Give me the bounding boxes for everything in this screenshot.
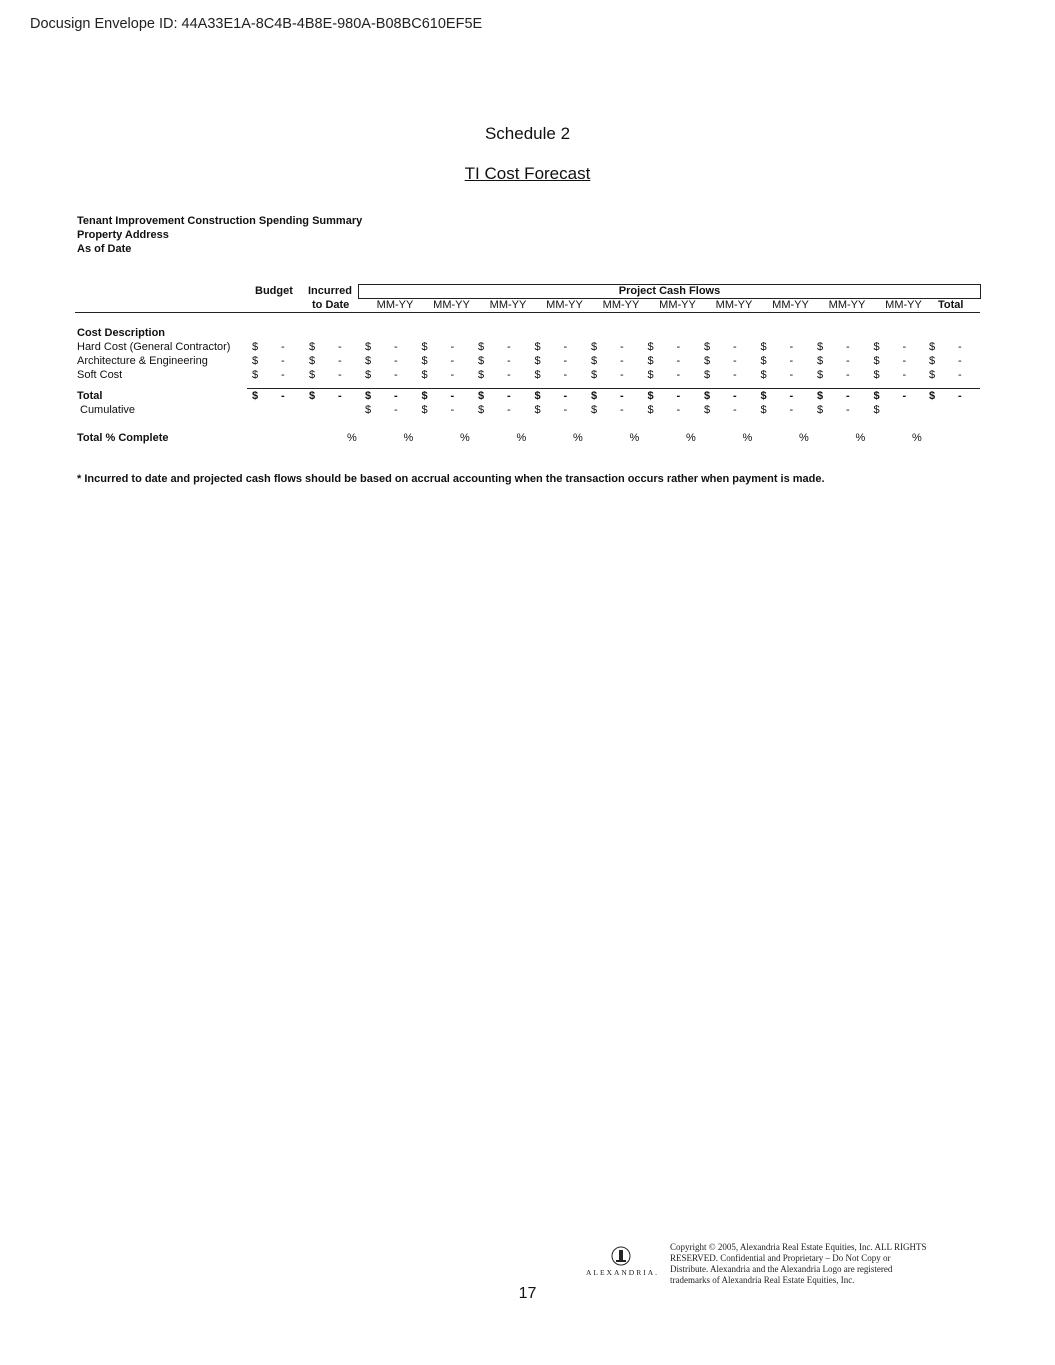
incurred-header: Incurred [308,285,353,297]
total-currency-symbol: $ [365,390,372,402]
as-of-date: As of Date [77,243,132,255]
total-currency-symbol: $ [647,390,654,402]
value-dash: - [394,341,398,353]
currency-symbol: $ [421,341,428,353]
value-dash: - [450,369,455,381]
currency-symbol: $ [704,355,711,367]
currency-symbol: $ [817,369,824,381]
currency-symbol: $ [421,355,428,367]
total-currency-symbol: $ [929,390,936,402]
currency-symbol: $ [929,369,936,381]
cumulative-currency-symbol: $ [704,404,711,416]
currency-symbol: $ [760,369,767,381]
value-dash: - [733,369,737,381]
value-dash: - [789,355,794,367]
total-currency-symbol: $ [760,390,767,402]
value-dash: - [507,355,511,367]
document-title-text: TI Cost Forecast [464,164,591,183]
value-dash: - [676,355,681,367]
total-value-dash: - [450,390,455,402]
cumulative-currency-symbol: $ [873,404,880,416]
pct-complete-symbol: % [347,432,357,444]
schedule-heading: Schedule 2 [484,124,571,143]
value-dash: - [733,355,737,367]
copyright-notice: Copyright © 2005, Alexandria Real Estate Equities, Inc. ALL RIGHTS RESERVED. Confidential and Proprietary – Do Not Copy or Distribute. Alexandria and the Alexandria Logo are registered trademarks of Alexandria Real Estate Equities, Inc. [670,1242,927,1285]
total-value-dash: - [507,390,511,402]
currency-symbol: $ [591,369,598,381]
period-header: MM-YY [433,299,470,311]
pct-complete-symbol: % [460,432,470,444]
period-header: MM-YY [828,299,866,311]
currency-symbol: $ [929,341,936,353]
currency-symbol: $ [534,355,541,367]
value-dash: - [563,355,568,367]
total-currency-symbol: $ [421,390,428,402]
currency-symbol: $ [647,341,654,353]
project-cash-flows-box [358,284,981,299]
pct-complete-symbol: % [799,432,809,444]
currency-symbol: $ [817,341,824,353]
total-value-dash: - [676,390,681,402]
cumulative-currency-symbol: $ [647,404,654,416]
currency-symbol: $ [478,355,485,367]
total-value-dash: - [789,390,794,402]
value-dash: - [394,369,398,381]
currency-symbol: $ [929,355,936,367]
cumulative-value-dash: - [789,404,794,416]
total-currency-symbol: $ [704,390,711,402]
total-value-dash: - [394,390,398,402]
currency-symbol: $ [873,341,880,353]
currency-symbol: $ [534,369,541,381]
cumulative-currency-symbol: $ [365,404,372,416]
value-dash: - [281,369,285,381]
period-header: MM-YY [659,299,696,311]
currency-symbol: $ [365,369,372,381]
pct-complete-symbol: % [629,432,640,444]
total-column-header: Total [938,299,964,311]
cumulative-currency-symbol: $ [760,404,767,416]
total-currency-symbol: $ [478,390,485,402]
currency-symbol: $ [252,355,259,367]
alexandria-logo-icon [580,1245,665,1267]
total-currency-symbol: $ [817,390,824,402]
value-dash: - [789,341,794,353]
value-dash: - [846,355,850,367]
total-value-dash: - [338,390,342,402]
value-dash: - [338,369,342,381]
value-dash: - [958,355,962,367]
summary-title: Tenant Improvement Construction Spending Summary [77,215,363,227]
total-currency-symbol: $ [309,390,316,402]
currency-symbol: $ [252,369,259,381]
document-title [0,164,1055,184]
currency-symbol: $ [478,369,485,381]
cost-row-label: Soft Cost [77,369,123,381]
currency-symbol: $ [760,355,767,367]
incurred-header-sub: to Date [312,299,350,311]
value-dash: - [733,341,737,353]
cumulative-currency-symbol: $ [817,404,824,416]
value-dash: - [394,355,398,367]
currency-symbol: $ [873,355,880,367]
currency-symbol: $ [647,369,654,381]
value-dash: - [902,369,907,381]
alexandria-logo-text: ALEXANDRIA. [585,1268,660,1277]
pct-complete-symbol: % [516,432,527,444]
cumulative-currency-symbol: $ [421,404,428,416]
cumulative-row-label: Cumulative [80,404,136,416]
cumulative-value-dash: - [620,404,624,416]
value-dash: - [450,355,455,367]
property-address: Property Address [77,229,169,241]
pct-complete-symbol: % [742,432,753,444]
cumulative-currency-symbol: $ [534,404,541,416]
cumulative-value-dash: - [846,404,850,416]
cumulative-currency-symbol: $ [591,404,598,416]
currency-symbol: $ [252,341,259,353]
total-row-label: Total [77,390,103,402]
total-value-dash: - [563,390,568,402]
currency-symbol: $ [309,355,316,367]
cost-description-header: Cost Description [77,327,166,339]
currency-symbol: $ [817,355,824,367]
cumulative-value-dash: - [507,404,511,416]
total-value-dash: - [846,390,850,402]
value-dash: - [281,355,285,367]
currency-symbol: $ [873,369,880,381]
value-dash: - [338,341,342,353]
budget-header: Budget [255,285,293,297]
value-dash: - [676,341,681,353]
alexandria-logo [580,1245,665,1281]
value-dash: - [902,341,907,353]
total-rule [247,388,980,389]
value-dash: - [789,369,794,381]
pct-complete-symbol: % [912,432,922,444]
total-pct-complete-label: Total % Complete [77,432,169,444]
period-header: MM-YY [885,299,922,311]
page-number: 17 [518,1285,537,1302]
total-currency-symbol: $ [873,390,880,402]
currency-symbol: $ [421,369,428,381]
project-cash-flows-header: Project Cash Flows [618,285,721,297]
value-dash: - [620,369,624,381]
value-dash: - [620,341,624,353]
value-dash: - [281,341,285,353]
header-rule [75,312,980,313]
currency-symbol: $ [760,341,767,353]
period-header: MM-YY [602,299,640,311]
currency-symbol: $ [309,369,316,381]
value-dash: - [620,355,624,367]
cumulative-value-dash: - [676,404,681,416]
value-dash: - [958,341,962,353]
period-header: MM-YY [772,299,809,311]
pct-complete-symbol: % [855,432,866,444]
value-dash: - [902,355,907,367]
total-currency-symbol: $ [534,390,541,402]
cumulative-value-dash: - [563,404,568,416]
pct-complete-symbol: % [403,432,414,444]
docusign-envelope-id: Docusign Envelope ID: 44A33E1A-8C4B-4B8E-980A-B08BC610EF5E [30,16,483,32]
period-header: MM-YY [546,299,583,311]
currency-symbol: $ [534,341,541,353]
cost-row-label: Hard Cost (General Contractor) [77,341,231,353]
currency-symbol: $ [309,341,316,353]
currency-symbol: $ [365,341,372,353]
currency-symbol: $ [647,355,654,367]
currency-symbol: $ [704,369,711,381]
period-header: MM-YY [489,299,527,311]
currency-symbol: $ [591,355,598,367]
cost-row-label: Architecture & Engineering [77,355,208,367]
total-value-dash: - [620,390,624,402]
value-dash: - [450,341,455,353]
period-header: MM-YY [715,299,753,311]
cumulative-value-dash: - [394,404,398,416]
pct-complete-symbol: % [686,432,696,444]
value-dash: - [846,369,850,381]
total-value-dash: - [958,390,962,402]
cumulative-currency-symbol: $ [478,404,485,416]
value-dash: - [338,355,342,367]
cumulative-value-dash: - [733,404,737,416]
currency-symbol: $ [365,355,372,367]
value-dash: - [507,369,511,381]
cumulative-value-dash: - [450,404,455,416]
value-dash: - [676,369,681,381]
period-header: MM-YY [376,299,414,311]
currency-symbol: $ [591,341,598,353]
value-dash: - [563,341,568,353]
total-value-dash: - [733,390,737,402]
total-value-dash: - [281,390,285,402]
pct-complete-symbol: % [573,432,583,444]
value-dash: - [507,341,511,353]
value-dash: - [846,341,850,353]
currency-symbol: $ [478,341,485,353]
currency-symbol: $ [704,341,711,353]
value-dash: - [563,369,568,381]
value-dash: - [958,369,962,381]
footnote: * Incurred to date and projected cash flows should be based on accrual accounting when the transaction occurs rather when payment is made. [77,473,825,485]
total-currency-symbol: $ [591,390,598,402]
total-value-dash: - [902,390,907,402]
total-currency-symbol: $ [252,390,259,402]
